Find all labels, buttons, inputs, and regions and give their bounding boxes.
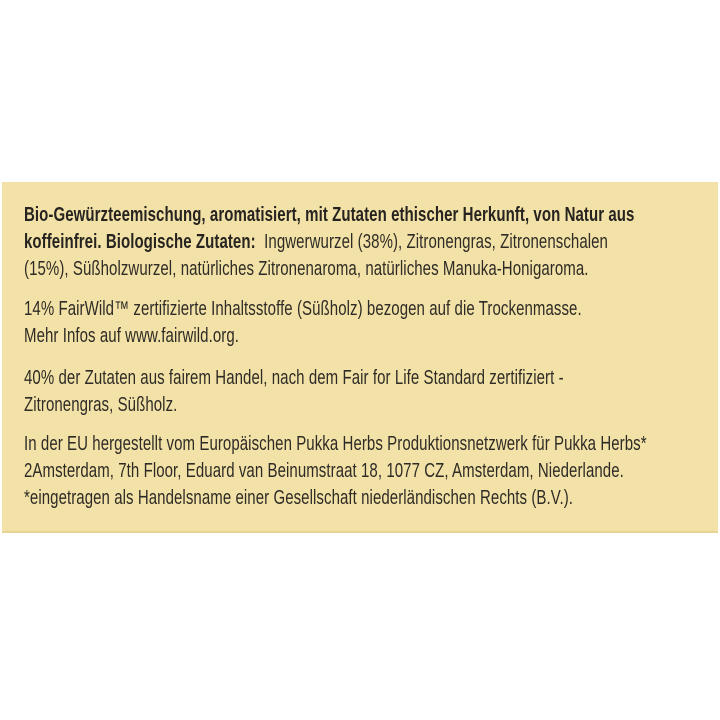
label-text-line <box>24 485 718 512</box>
label-text: Zitronengras, Süßholz. <box>24 394 178 416</box>
label-text-line <box>24 229 718 256</box>
ingredients-paragraph-2 <box>24 296 718 350</box>
label-text-line <box>24 323 718 350</box>
ingredients-label-panel <box>2 182 718 533</box>
ingredients-paragraph-1 <box>24 202 718 283</box>
label-text: 2Amsterdam, 7th Floor, Eduard van Beinumstraat 18, 1077 CZ, Amsterdam, Niederlande. <box>24 460 624 482</box>
ingredients-paragraph-3 <box>24 365 718 419</box>
label-text-line <box>24 392 718 419</box>
label-text: Ingwerwurzel (38%), Zitronengras, Zitronenschalen <box>255 231 608 253</box>
label-text: *eingetragen als Handelsname einer Gesellschaft niederländischen Rechts (B.V.). <box>24 487 574 509</box>
label-text-line <box>24 431 718 458</box>
label-text-line <box>24 296 718 323</box>
label-text-bold: koffeinfrei. Biologische Zutaten: <box>24 231 256 253</box>
label-text-bold: Bio-Gewürzteemischung, aromatisiert, mit Zutaten ethischer Herkunft, von Natur aus <box>24 204 635 226</box>
label-text-line <box>24 256 718 283</box>
label-text: 14% FairWild™ zertifizierte Inhaltsstoffe (Süßholz) bezogen auf die Trockenmasse. <box>24 298 582 320</box>
label-text-line <box>24 365 718 392</box>
label-text: 40% der Zutaten aus fairem Handel, nach dem Fair for Life Standard zertifiziert - <box>24 367 564 389</box>
label-text: Mehr Infos auf www.fairwild.org. <box>24 325 239 347</box>
label-text-line <box>24 202 718 229</box>
label-text: (15%), Süßholzwurzel, natürliches Zitronenaroma, natürliches Manuka-Honigaroma. <box>24 258 589 280</box>
ingredients-paragraph-4 <box>24 431 718 512</box>
label-text: In der EU hergestellt vom Europäischen Pukka Herbs Produktionsnetzwerk für Pukka Herbs* <box>24 433 647 455</box>
label-text-line <box>24 458 718 485</box>
